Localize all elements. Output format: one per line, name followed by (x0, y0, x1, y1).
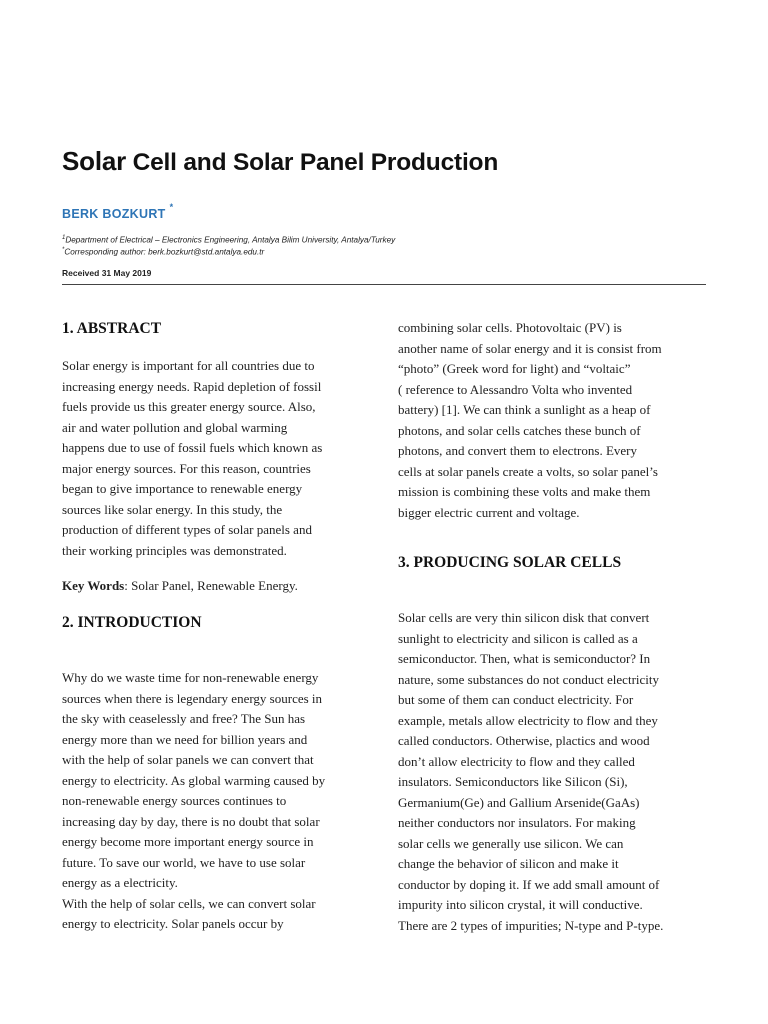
producing-solar-cells-heading: 3. PRODUCING SOLAR CELLS (398, 554, 622, 571)
text-line: combining solar cells. Photovoltaic (PV) is (398, 320, 622, 335)
author-name-text: BERK BOZKURT (62, 207, 166, 222)
producing-solar-cells-paragraph (398, 608, 663, 936)
abstract-paragraph (62, 356, 322, 561)
author-name (62, 202, 174, 222)
text-line: photons, and convert them to electrons. Every (398, 443, 637, 458)
keywords-text: : Solar Panel, Renewable Energy. (124, 578, 298, 593)
text-line: happens due to use of fossil fuels which known as (62, 440, 323, 455)
text-line: example, metals allow electricity to flow and they (398, 712, 658, 728)
text-line: sources when there is legendary energy sources in (62, 690, 323, 706)
abstract-heading: 1. ABSTRACT (62, 320, 162, 337)
corresponding-author (62, 247, 264, 257)
text-line: Solar cells are very thin silicon disk that convert (398, 610, 650, 625)
text-line: Why do we waste time for non-renewable energy (62, 670, 319, 685)
text-line: future. To save our world, we have to use solar (62, 854, 306, 870)
text-line: their working principles was demonstrated. (62, 542, 287, 558)
text-line: the sky with ceaselessly and free? The Sun has (62, 711, 306, 726)
header-divider (62, 284, 706, 285)
text-line: major energy sources. For this reason, countries (62, 460, 311, 476)
corresponding-text: Corresponding author: berk.bozkurt@std.antalya.edu.tr (64, 247, 265, 257)
text-line: neither conductors nor insulators. For making (398, 815, 636, 830)
text-line: nature, some substances do not conduct electricity (398, 671, 660, 687)
text-line: impurity into silicon crystal, it will conductive. (398, 897, 643, 912)
text-line: With the help of solar cells, we can convert solar (62, 895, 316, 911)
text-line: cells at solar panels create a volts, so solar panel’s (398, 463, 658, 479)
text-line: insulators. Semiconductors like Silicon (Si), (398, 774, 628, 789)
text-line: another name of solar energy and it is consist from (398, 340, 662, 356)
keywords (62, 576, 298, 597)
text-line: mission is combining these volts and make them (398, 484, 651, 499)
text-line: sources like solar energy. In this study, the (62, 501, 283, 517)
text-line: There are 2 types of impurities; N-type and P-type. (398, 917, 664, 933)
text-line: semiconductor. Then, what is semiconductor? In (398, 651, 651, 666)
text-line: don’t allow electricity to flow and they called (398, 753, 635, 769)
text-line: energy to electricity. As global warming caused by (62, 772, 326, 788)
text-line: Solar energy is important for all countries due to (62, 358, 315, 373)
text-line: increasing day by day, there is no doubt that solar (62, 813, 320, 829)
corresponding-mark: * (62, 247, 65, 253)
text-line: conductor by doping it. If we add small amount of (398, 876, 660, 892)
title-part-2: Cell and Solar Panel Production (126, 149, 499, 176)
text-line: non-renewable energy sources continues to (62, 793, 287, 808)
text-line: Germanium(Ge) and Gallium Arsenide(GaAs) (398, 794, 640, 810)
introduction-continued-paragraph (398, 318, 662, 523)
affiliation (62, 235, 395, 245)
text-line: air and water pollution and global warming (62, 419, 288, 435)
received-date: Received 31 May 2019 (62, 268, 152, 278)
text-line: energy to electricity. Solar panels occur by (62, 916, 284, 931)
text-line: “photo” (Greek word for light) and “voltaic” (398, 361, 631, 376)
affiliation-text: Department of Electrical – Electronics Engineering, Antalya Bilim University, Antalya/Turkey (65, 235, 396, 245)
text-line: energy become more important energy source in (62, 834, 314, 849)
author-mark: * (169, 202, 174, 212)
text-line: energy as a electricity. (62, 875, 178, 890)
text-line: solar cells we generally use silicon. We can (398, 835, 624, 851)
text-line: began to give importance to renewable energy (62, 481, 303, 496)
text-line: called conductors. Otherwise, plactics and wood (398, 733, 650, 748)
text-line: with the help of solar panels we can convert that (62, 752, 314, 767)
text-line: bigger electric current and voltage. (398, 504, 580, 520)
text-line: change the behavior of silicon and make it (398, 856, 619, 871)
text-line: battery) [1]. We can think a sunlight as a heap of (398, 402, 651, 417)
text-line: sunlight to electricity and silicon is called as a (398, 630, 638, 646)
text-line: but some of them can conduct electricity. For (398, 692, 634, 707)
text-line: production of different types of solar panels and (62, 522, 312, 537)
affiliation-mark: 1 (62, 235, 66, 241)
introduction-heading: 2. INTRODUCTION (62, 614, 202, 631)
introduction-paragraph (62, 668, 325, 935)
text-line: ( reference to Alessandro Volta who invented (398, 381, 633, 397)
title-part-1: Solar (62, 146, 127, 176)
text-line: photons, and solar cells catches these bunch of (398, 422, 641, 438)
text-line: increasing energy needs. Rapid depletion of fossil (62, 378, 322, 394)
keywords-label: Key Words (62, 578, 125, 593)
text-line: energy more than we need for billion years and (62, 731, 308, 747)
paper-title (62, 146, 498, 177)
text-line: fuels provide us this greater energy source. Also, (62, 399, 316, 414)
